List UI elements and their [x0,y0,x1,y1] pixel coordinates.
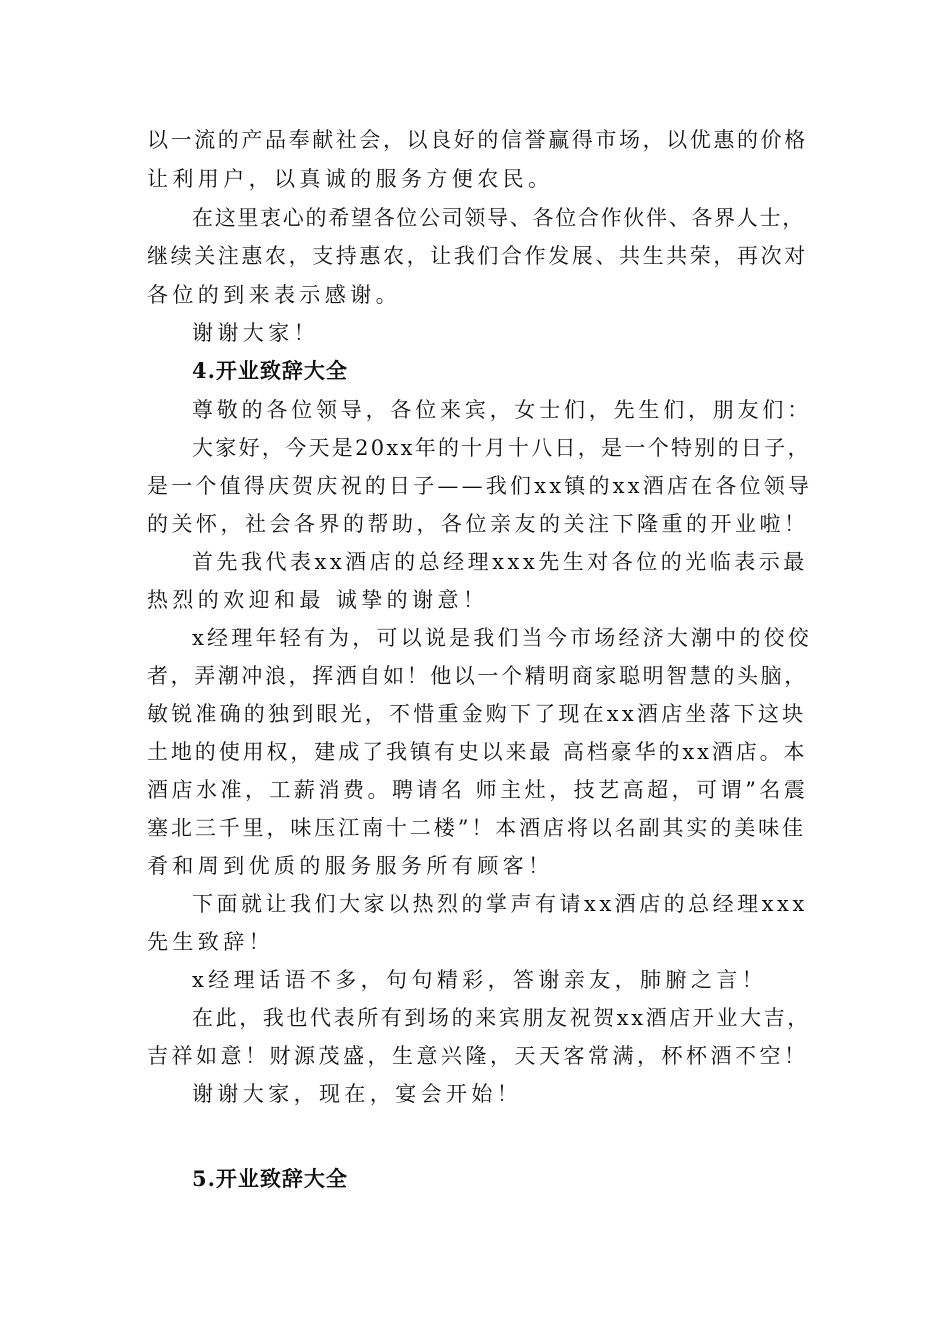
paragraph-line: 继续关注惠农，支持惠农，让我们合作发展、共生共荣，再次对 [147,244,808,268]
paragraph-line: 土地的使用权，建成了我镇有史以来最 高档豪华的xx酒店。本 [147,740,808,764]
paragraph-line: 首先我代表xx酒店的总经理xxx先生对各位的光临表示最 [192,550,808,574]
paragraph-line: x经理年轻有为，可以说是我们当今市场经济大潮中的佼佼 [192,626,813,650]
paragraph-line: 塞北三千里，味压江南十二楼”！本酒店将以名副其实的美味佳 [147,816,806,840]
paragraph-line: 谢谢大家，现在，宴会开始！ [192,1082,523,1106]
paragraph-line: 酒店水准，工薪消费。聘请名 师主灶，技艺高超，可谓”名震 [147,778,809,802]
paragraph-line: 先生致辞！ [147,930,274,954]
paragraph-line: 者，弄潮冲浪，挥洒自如！他以一个精明商家聪明智慧的头脑， [147,664,808,688]
paragraph-line: 在这里衷心的希望各位公司领导、各位合作伙伴、各界人士， [192,206,805,230]
paragraph-line: x经理话语不多，句句精彩，答谢亲友，肺腑之言！ [192,968,768,992]
paragraph-line: 吉祥如意！财源茂盛，生意兴隆，天天客常满，杯杯酒不空！ [147,1044,809,1068]
paragraph-line: 谢谢大家！ [192,321,319,345]
section-heading: 5.开业致辞大全 [192,1166,348,1191]
paragraph-line: 在此，我也代表所有到场的来宾朋友祝贺xx酒店开业大吉， [192,1006,811,1030]
paragraph-line: 以一流的产品奉献社会，以良好的信誉赢得市场，以优惠的价格 [147,128,808,152]
section-heading: 4.开业致辞大全 [192,358,348,383]
paragraph-line: 的关怀，社会各界的帮助，各位亲友的关注下隆重的开业啦！ [147,512,809,536]
paragraph-line: 大家好，今天是20xx年的十月十八日，是一个特别的日子， [192,436,811,460]
paragraph-line: 是一个值得庆贺庆祝的日子——我们xx镇的xx酒店在各位领导 [147,474,813,498]
paragraph-line: 敏锐准确的独到眼光，不惜重金购下了现在xx酒店坐落下这块 [147,702,807,726]
paragraph-line: 让利用户，以真诚的服务方便农民。 [147,167,554,191]
paragraph-line: 下面就让我们大家以热烈的掌声有请xx酒店的总经理xxx [192,892,808,916]
paragraph-line: 各位的到来表示感谢。 [147,283,401,307]
paragraph-line: 尊敬的各位领导，各位来宾，女士们，先生们，朋友们： [192,398,812,422]
paragraph-line: 肴和周到优质的服务服务所有顾客！ [147,854,554,878]
paragraph-line: 热烈的欢迎和最 诚挚的谢意！ [147,588,489,612]
